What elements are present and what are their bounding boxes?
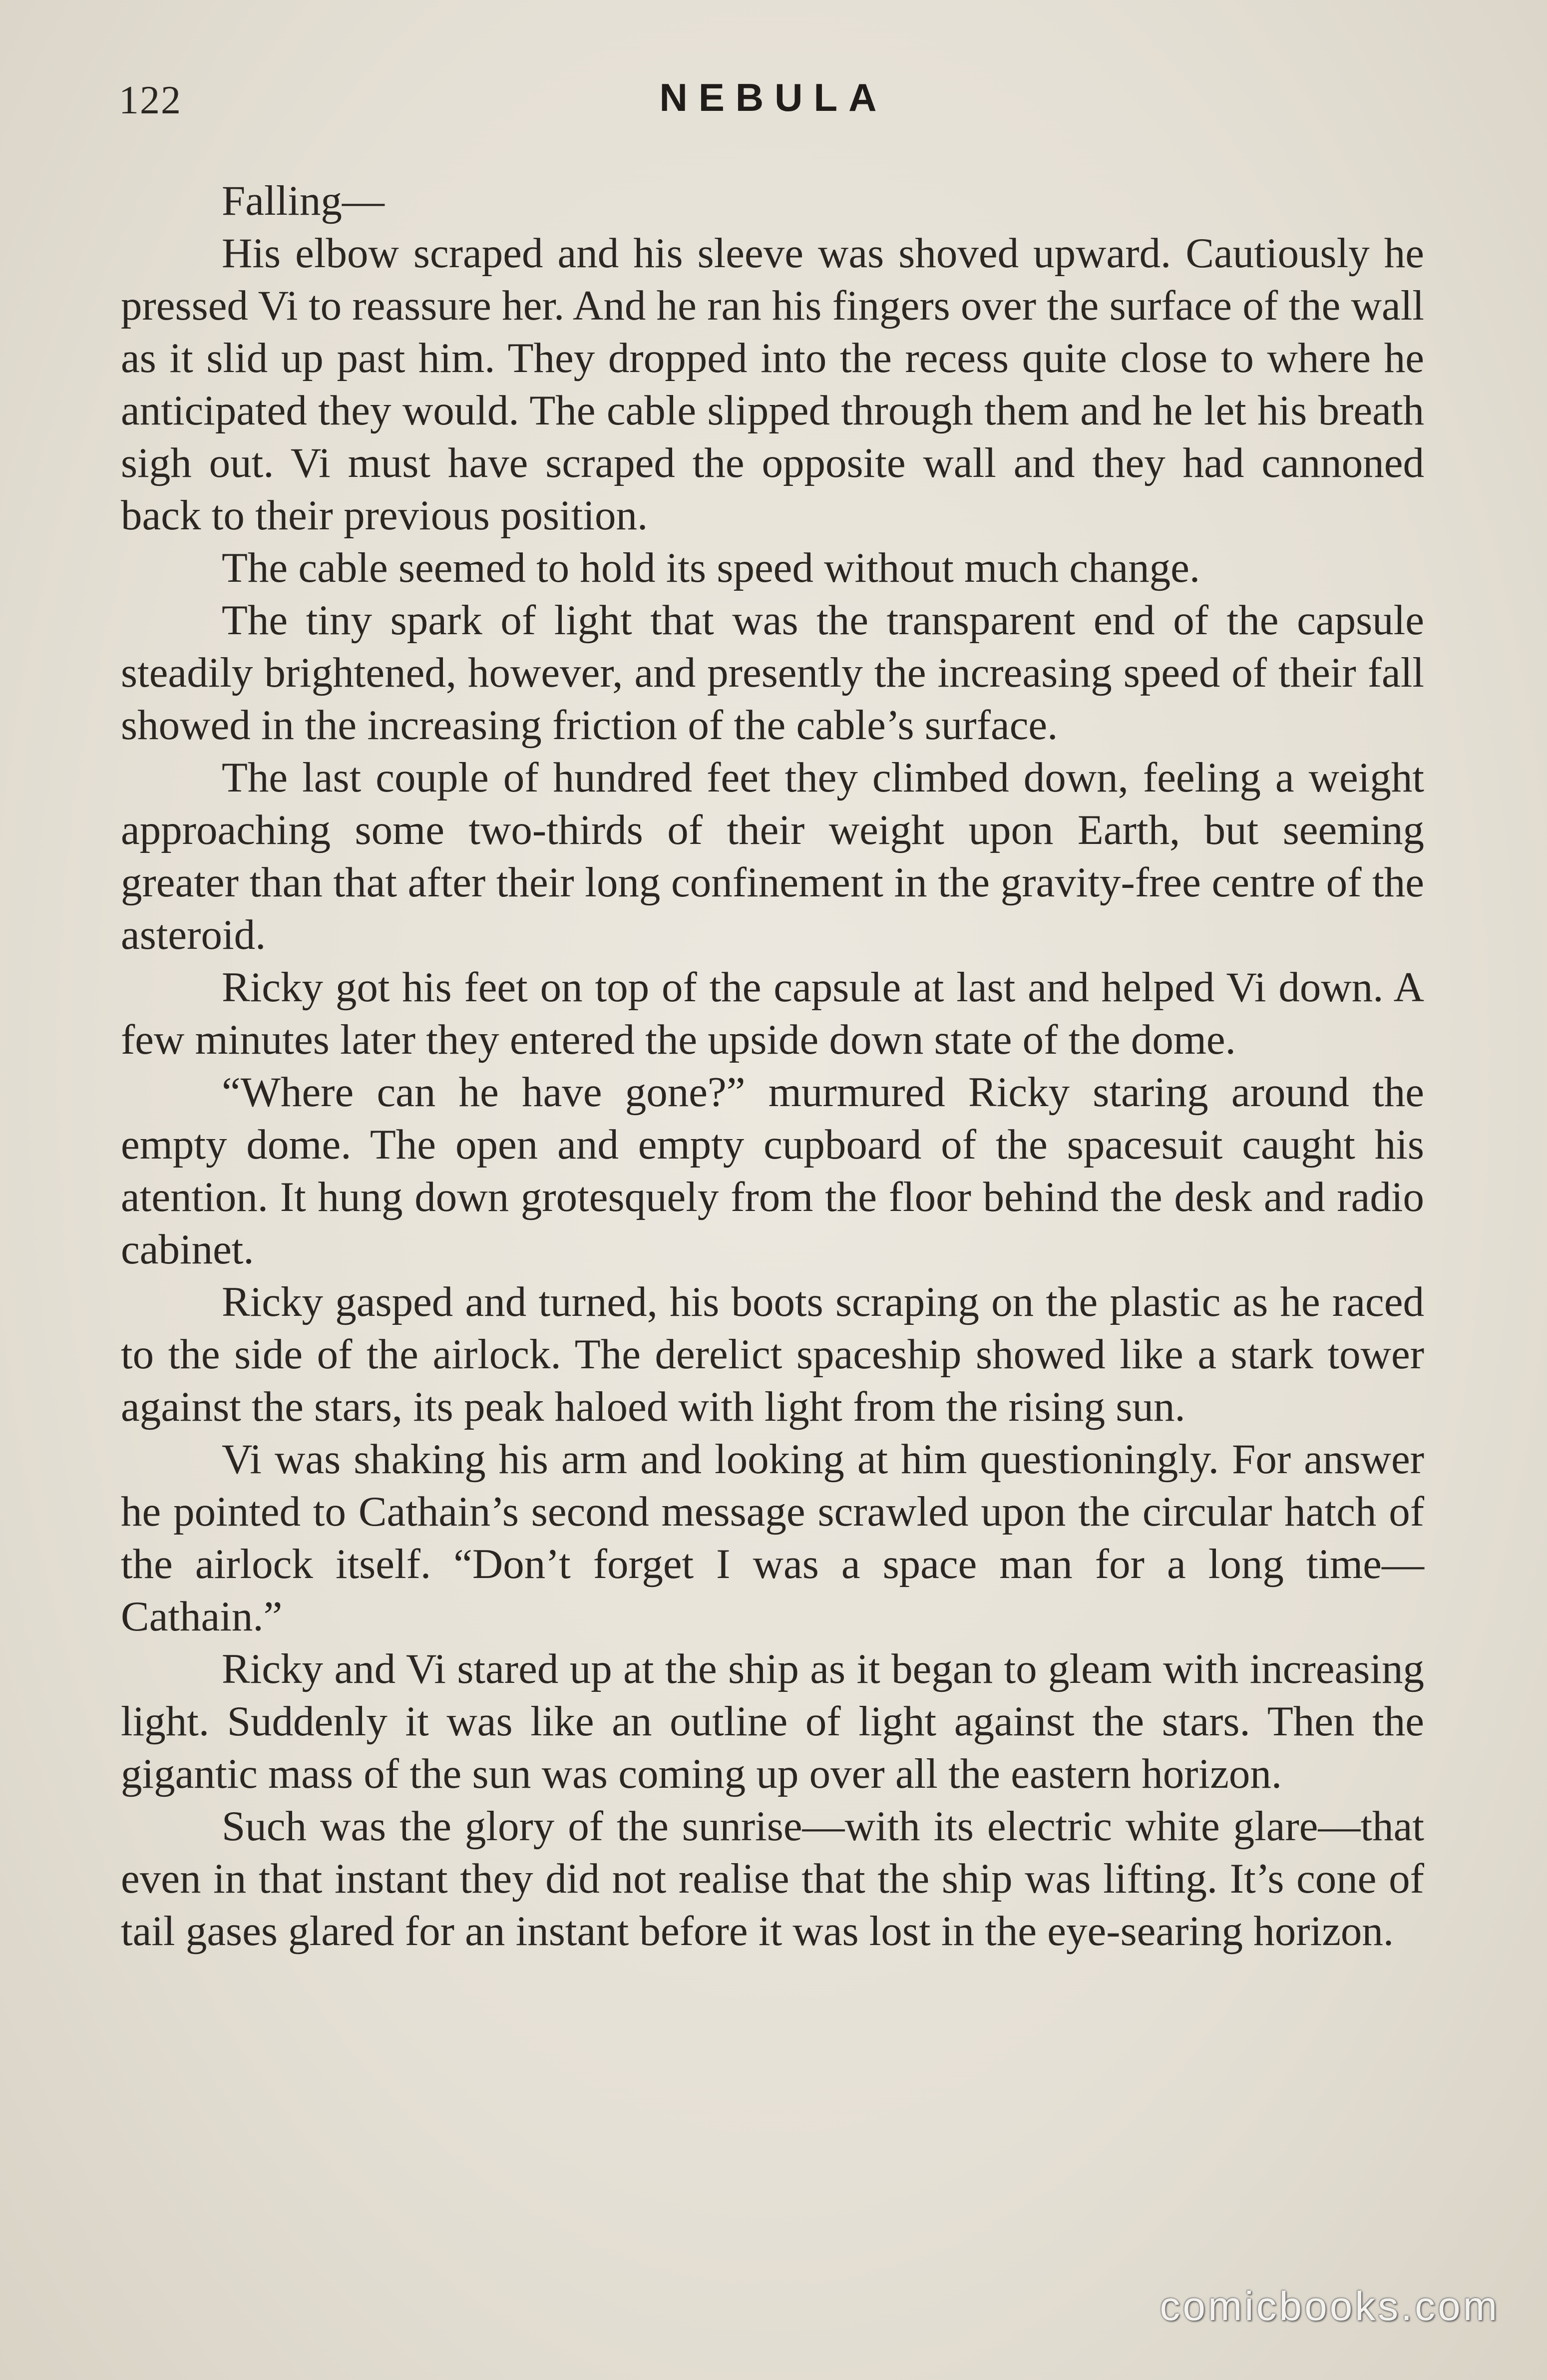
page-number: 122	[119, 78, 182, 122]
paragraph: The cable seemed to hold its speed without much change.	[222, 544, 1200, 591]
paragraph: Ricky got his feet on top of the capsule at last and helped Vi down. A few minutes later they entered the upside down state of the dome.	[121, 964, 1424, 1063]
body-text	[121, 175, 1424, 1958]
paragraph: The tiny spark of light that was the transparent end of the capsule steadily brightened, however, and presently the increasing speed of their fall showed in the increasing friction of the cable’s surface.	[121, 597, 1424, 749]
paragraph: Such was the glory of the sunrise—with its electric white glare—that even in that instant they did not realise that the ship was lifting. It’s cone of tail gases glared for an instant before it was lost in the eye-searing horizon.	[121, 1803, 1424, 1955]
paragraph: His elbow scraped and his sleeve was shoved upward. Cautiously he pressed Vi to reassure her. And he ran his fingers over the surface of the wall as it slid up past him. They dropped into the recess quite close to where he anticipated they would. The cable slipped through them and he let his breath sigh out. Vi must have scraped the opposite wall and they had cannoned back to their previous position.	[121, 230, 1424, 539]
paragraph: Ricky and Vi stared up at the ship as it began to gleam with increasing light. Suddenly it was like an outline of light against the stars. Then the gigantic mass of the sun was coming up over all the eastern horizon.	[121, 1645, 1424, 1797]
paragraph: Falling—	[222, 177, 385, 224]
paragraph: The last couple of hundred feet they climbed down, feeling a weight approaching some two-thirds of their weight upon Earth, but seeming greater than that after their long confinement in the gravity-free centre of the asteroid.	[121, 754, 1424, 958]
paragraph: Vi was shaking his arm and looking at him questioningly. For answer he pointed to Cathain’s second message scrawled upon the circular hatch of the airlock itself. “Don’t forget I was a space man for a long time—Cathain.”	[121, 1436, 1424, 1640]
paragraph: “Where can he have gone?” murmured Ricky staring around the empty dome. The open and empty cupboard of the spacesuit caught his atention. It hung down grotesquely from the floor behind the desk and radio cabinet.	[121, 1069, 1424, 1273]
watermark: comicbooks.com	[1160, 2284, 1500, 2329]
running-head: NEBULA	[659, 75, 888, 119]
paragraph: Ricky gasped and turned, his boots scraping on the plastic as he raced to the side of the airlock. The derelict spaceship showed like a stark tower against the stars, its peak haloed with light from the rising sun.	[121, 1278, 1424, 1430]
